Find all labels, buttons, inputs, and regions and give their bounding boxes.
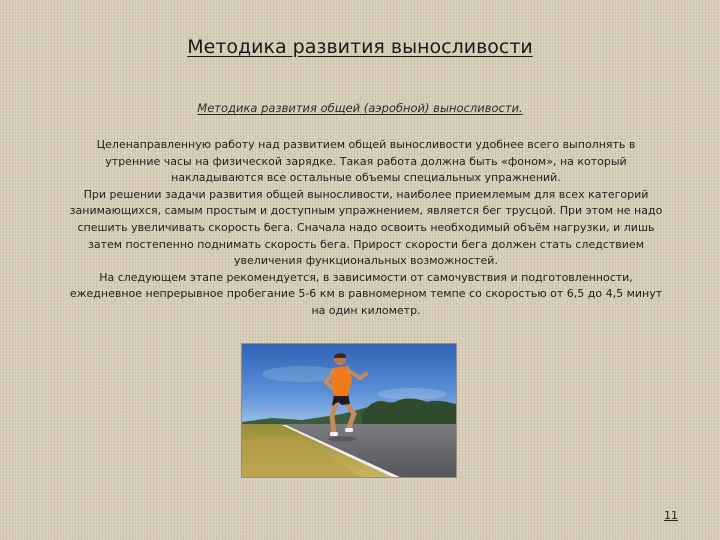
paragraph-1: Целенаправленную работу над развитием общей выносливости удобнее всего выполнять в утренние часы на физической зарядке. Такая работа должна быть «фоном», на который накладываются все остальные объемы специальных упражнений. (96, 138, 636, 185)
slide-subtitle: Методика развития общей (аэробной) выносливости. (197, 101, 523, 115)
slide-title: Методика развития выносливости (187, 36, 533, 58)
paragraph-3: На следующем этапе рекомендуется, в зависимости от самочувствия и подготовленности, ежедневное непрерывное пробегание 5-6 км в равномерном темпе со скоростью от 6,5 до 4,5 минут на один километр. (69, 270, 663, 317)
runner-photo (241, 343, 457, 478)
slide-body (68, 137, 664, 320)
page-number: 11 (664, 509, 678, 522)
paragraph-2: При решении задачи развития общей выносливости, наиболее приемлемым для всех категорий занимающихся, самым простым и доступным упражнением, является бег трусцой. При этом не надо спешить увеличивать скорость бега. Сначала надо освоить необходимый объём нагрузки, и лишь затем постепенно поднимать скорость бега. Прирост скорости бега должен стать следствием увеличения функциональных возможностей. (69, 187, 663, 268)
